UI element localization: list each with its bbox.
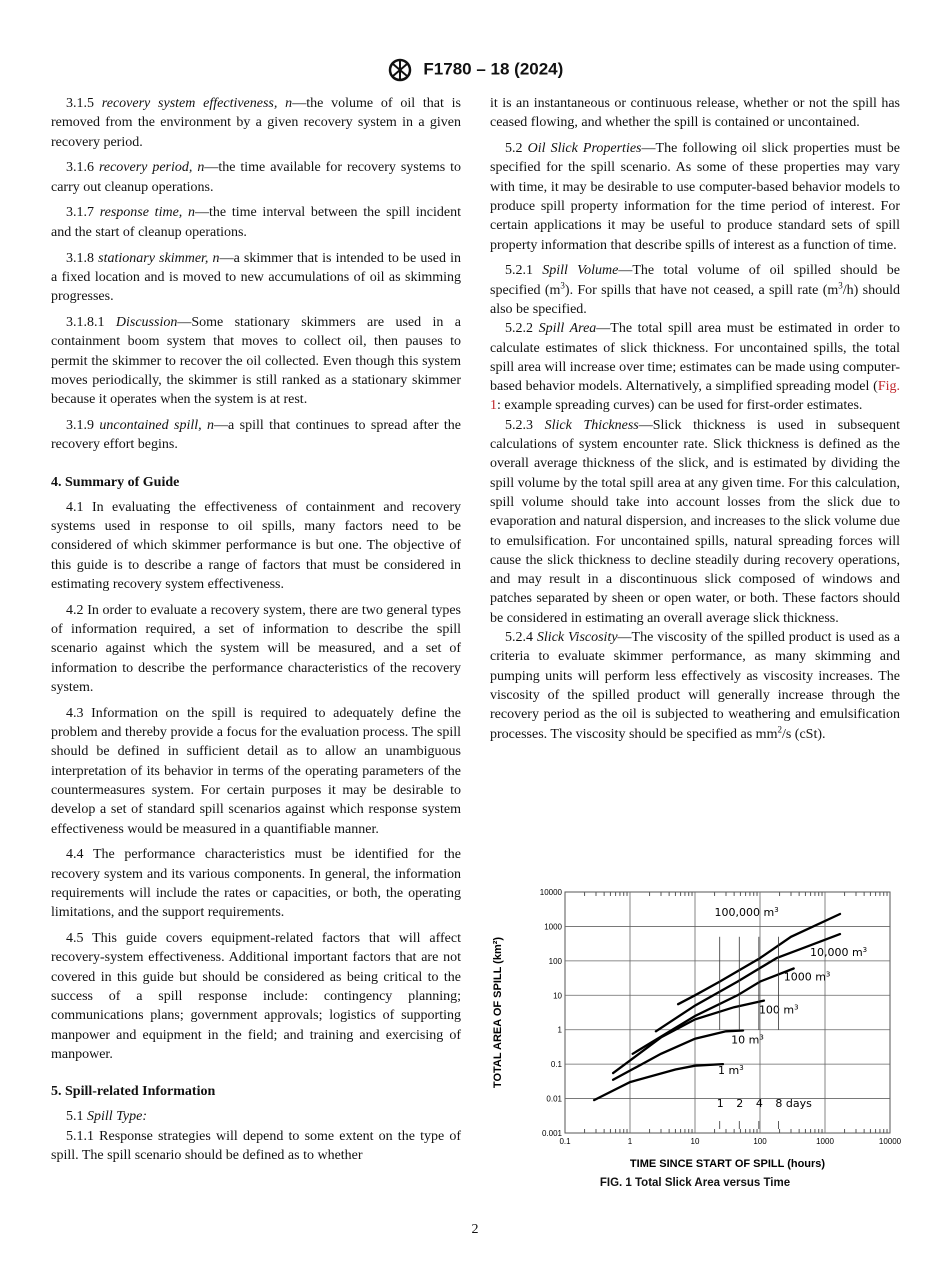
text: : example spreading curves) can be used for first-order estimates. <box>497 398 863 414</box>
text: —The following oil slick properties must be specified for the spill scenario. As some of these properties may vary with time, it may be desirable to use computer-based behavior models to produce spill property information for the time period of interest. For certain applications it may be useful to produce standard sets of spill property information that describe spills of interest as a function of time. <box>490 141 900 253</box>
text: 3.1.6 <box>66 160 99 176</box>
plot-frame <box>565 892 890 1133</box>
standard-designation: F1780 – 18 (2024) <box>423 59 564 79</box>
y-tick-label: 0.01 <box>546 1094 562 1104</box>
text: 5.2.4 <box>505 630 537 646</box>
superscript: 3 <box>759 1033 764 1042</box>
text: 5.2.2 <box>505 321 539 337</box>
text: 5.1 <box>66 1109 87 1125</box>
text: 5.2.1 <box>505 263 543 279</box>
text: 3.1.9 <box>66 417 100 433</box>
paragraph <box>490 139 900 255</box>
paragraph <box>51 203 461 242</box>
term: Discussion <box>115 314 178 330</box>
x-axis-label: TIME SINCE START OF SPILL (hours) <box>629 1158 826 1170</box>
y-tick-label: 0.1 <box>550 1060 562 1070</box>
text: /h) should also be specified. <box>490 282 900 317</box>
y-tick-label: 0.001 <box>541 1129 562 1138</box>
term: Spill Type: <box>87 1109 148 1125</box>
day-marker-label: 8 days <box>775 1097 812 1110</box>
term: Slick Thickness <box>544 417 639 433</box>
series-label: 10,000 $m^3$ <box>809 946 868 960</box>
paragraph <box>51 498 461 594</box>
text: —Some stationary skimmers are used in a containment boom system that moves to collect oil, then pauses to permit the skimmer to recover the oil collected. Even though this system moves periodically, the skimmer is still ranked as a stationary skimmer because it operates when the system is at rest. <box>51 314 462 408</box>
text: 4.5 This guide covers equipment-related factors that will affect recovery-system effectiveness. Additional important factors that are not covered in this guide but should be considered as being critical to the success of a spill response include: contingency planning; communications plans; government approvals; logistics of supporting manpower and equipment in the field; and training and exercising of manpower. <box>51 931 461 1062</box>
x-tick-label: 10000 <box>878 1137 902 1146</box>
term: Slick Viscosity <box>536 630 618 646</box>
text: 3.1.8.1 <box>66 314 116 330</box>
text: —the time interval between the spill incident and the start of cleanup operations. <box>51 205 462 240</box>
text: 3.1.5 <box>66 96 102 111</box>
superscript: 3 <box>739 1064 744 1073</box>
superscript: 3 <box>774 906 779 914</box>
section-heading <box>51 1082 461 1101</box>
term: Spill Area <box>538 321 597 337</box>
text: 5.1.1 Response strategies will depend to some extent on the type of spill. The spill scenario should be defined as to whether <box>51 1128 461 1164</box>
text: 4.1 In evaluating the effectiveness of containment and recovery systems used in response to oil spills, many factors need to be considered of which skimmer performance is but one. The objective of this guide is to describe a range of factors that must be considered in estimating recovery system effectiveness. <box>51 499 461 593</box>
paragraph <box>51 94 461 152</box>
term: response time, n <box>99 205 196 221</box>
text: —The viscosity of the spilled product is used as a criteria to evaluate skimmer performance, as many skimming and pumping units will perform less effectively as viscosity increases. The viscosity of the spilled product will generally increase through the recovery period as the oil is subjected to weathering and emulsification processes. The viscosity should be specified as mm <box>490 630 900 742</box>
y-tick-label: 1 <box>557 1025 562 1035</box>
text: 4.2 In order to evaluate a recovery system, there are two general types of information required, a set of information to describe the spill scenario against which the system will be measured, and a set of information to describe the performance characteristics of the recovery system. <box>51 602 461 696</box>
x-tick-label: 10 <box>690 1137 700 1146</box>
term: recovery period, n <box>98 160 205 176</box>
day-marker-label: 4 <box>755 1097 763 1110</box>
paragraph <box>490 416 900 628</box>
paragraph <box>490 319 900 415</box>
paragraph <box>51 416 461 455</box>
section-heading <box>51 473 461 492</box>
paragraph <box>51 313 461 409</box>
text: —a spill that continues to spread after the recovery effort begins. <box>51 417 462 453</box>
paragraph <box>51 158 461 197</box>
text: 3.1.8 <box>66 250 99 266</box>
x-tick-label: 0.1 <box>559 1137 571 1146</box>
text: —the volume of oil that is removed from the environment by a given recovery system in a given recovery period. <box>51 96 462 150</box>
figure-link[interactable]: Fig. 1 <box>490 379 900 414</box>
y-tick-label: 10 <box>553 991 562 1001</box>
paragraph <box>51 1107 461 1126</box>
slick-area-chart <box>485 880 905 1180</box>
figure-caption: FIG. 1 Total Slick Area versus Time <box>599 1177 791 1189</box>
text: 3.1.7 <box>66 205 100 221</box>
text: —Slick thickness is used in subsequent calculations of system encounter rate. Slick thickness is defined as the overall average thickness of the slick, and is estimated by dividing the spill volume by the total spill area at any given time. For this calculation, spill volume should take into account losses from the slick due to evaporation and natural dispersion, and increases to the slick volume due to emulsification. For uncontained spills, natural spreading forces will cause the slick thickness to decline steadily during recovery operations, and may result in a discontinuous slick composed of windows and patches separated by sheen or open water, or both. These factors should be considered in estimating an overall average slick thickness. <box>490 417 900 626</box>
superscript: 3 <box>862 946 868 955</box>
term: Spill Volume <box>542 263 619 279</box>
text: /s (cSt). <box>781 726 826 742</box>
y-tick-label: 10000 <box>539 888 562 897</box>
text: —the time available for recovery systems to carry out cleanup operations. <box>51 160 462 195</box>
paragraph <box>51 601 461 697</box>
paragraph <box>490 94 900 133</box>
term: uncontained spill, n <box>99 417 215 433</box>
day-marker-label: 1 <box>716 1097 724 1110</box>
text: it is an instantaneous or continuous release, whether or not the spill has ceased flowing, and whether the spill is contained or uncontained. <box>490 96 900 131</box>
paragraph <box>51 249 461 307</box>
text: —a skimmer that is intended to be used in a fixed location and is moved to new accumulations of oil as skimming progresses. <box>51 250 461 305</box>
series-label: 1000 $m^3$ <box>783 970 831 984</box>
x-tick-label: 100 <box>753 1137 767 1146</box>
y-tick-label: 1000 <box>544 922 562 932</box>
text: 5. Spill-related Information <box>51 1084 216 1100</box>
text: 3 <box>838 280 843 291</box>
text: —The total volume of oil spilled should be specified (m <box>490 263 901 298</box>
term: stationary skimmer, n <box>98 250 220 266</box>
text: 2 <box>777 723 782 734</box>
text: 4.4 The performance characteristics must be identified for the recovery system and its various components. In general, the information requirements will include the rates or capacities, or both, the operating limitations, and the support requirements. <box>51 847 461 921</box>
text: —The total spill area must be estimated in order to calculate estimates of slick thickness. For uncontained spills, the total spill area will increase over time; estimates can be made using computer-based behavior models. Alternatively, a simplified spreading model ( <box>490 321 901 395</box>
x-tick-label: 1000 <box>816 1137 834 1146</box>
series-line <box>594 1064 723 1100</box>
text: 4. Summary of Guide <box>51 474 180 490</box>
term: Oil Slick Properties <box>527 141 642 157</box>
series-label: 100 $m^3$ <box>758 1003 799 1017</box>
text: 3 <box>560 280 565 291</box>
text: 4.3 Information on the spill is required to adequately define the problem and thereby provide a focus for the evaluation process. The spill should be defined in sufficient detail as to allow an unambiguous interpretation of its behavior in terms of the operating parameters of the countermeasures system. For certain purposes it may be desirable to develop a set of standard spill scenarios against which response system effectiveness would be measured in a quantifiable manner. <box>51 705 461 837</box>
page-number: 2 <box>471 1222 479 1237</box>
series-label: 100,000 $m^3$ <box>714 906 779 919</box>
superscript: 3 <box>825 970 831 979</box>
astm-logo-icon <box>387 58 413 82</box>
term: recovery system effectiveness, n <box>101 96 293 111</box>
superscript: 3 <box>794 1003 799 1012</box>
right-column <box>490 94 900 744</box>
day-marker-label: 2 <box>736 1097 744 1110</box>
text: 5.2.3 <box>505 417 545 433</box>
series-label: 1 $m^3$ <box>718 1064 744 1078</box>
paragraph <box>51 704 461 839</box>
left-column <box>51 94 461 1165</box>
x-tick-label: 1 <box>627 1137 633 1146</box>
y-tick-label: 100 <box>548 956 562 966</box>
y-axis-label: TOTAL AREA OF SPILL (km²) <box>492 936 504 1089</box>
paragraph <box>490 261 900 319</box>
series-label: 10 $m^3$ <box>731 1033 764 1047</box>
paragraph <box>51 1127 461 1166</box>
text: ). For spills that have not ceased, a spill rate (m <box>564 282 839 298</box>
page-header <box>0 58 950 82</box>
paragraph <box>51 929 461 1064</box>
paragraph <box>51 845 461 922</box>
text: 5.2 <box>505 141 528 157</box>
paragraph <box>490 628 900 744</box>
